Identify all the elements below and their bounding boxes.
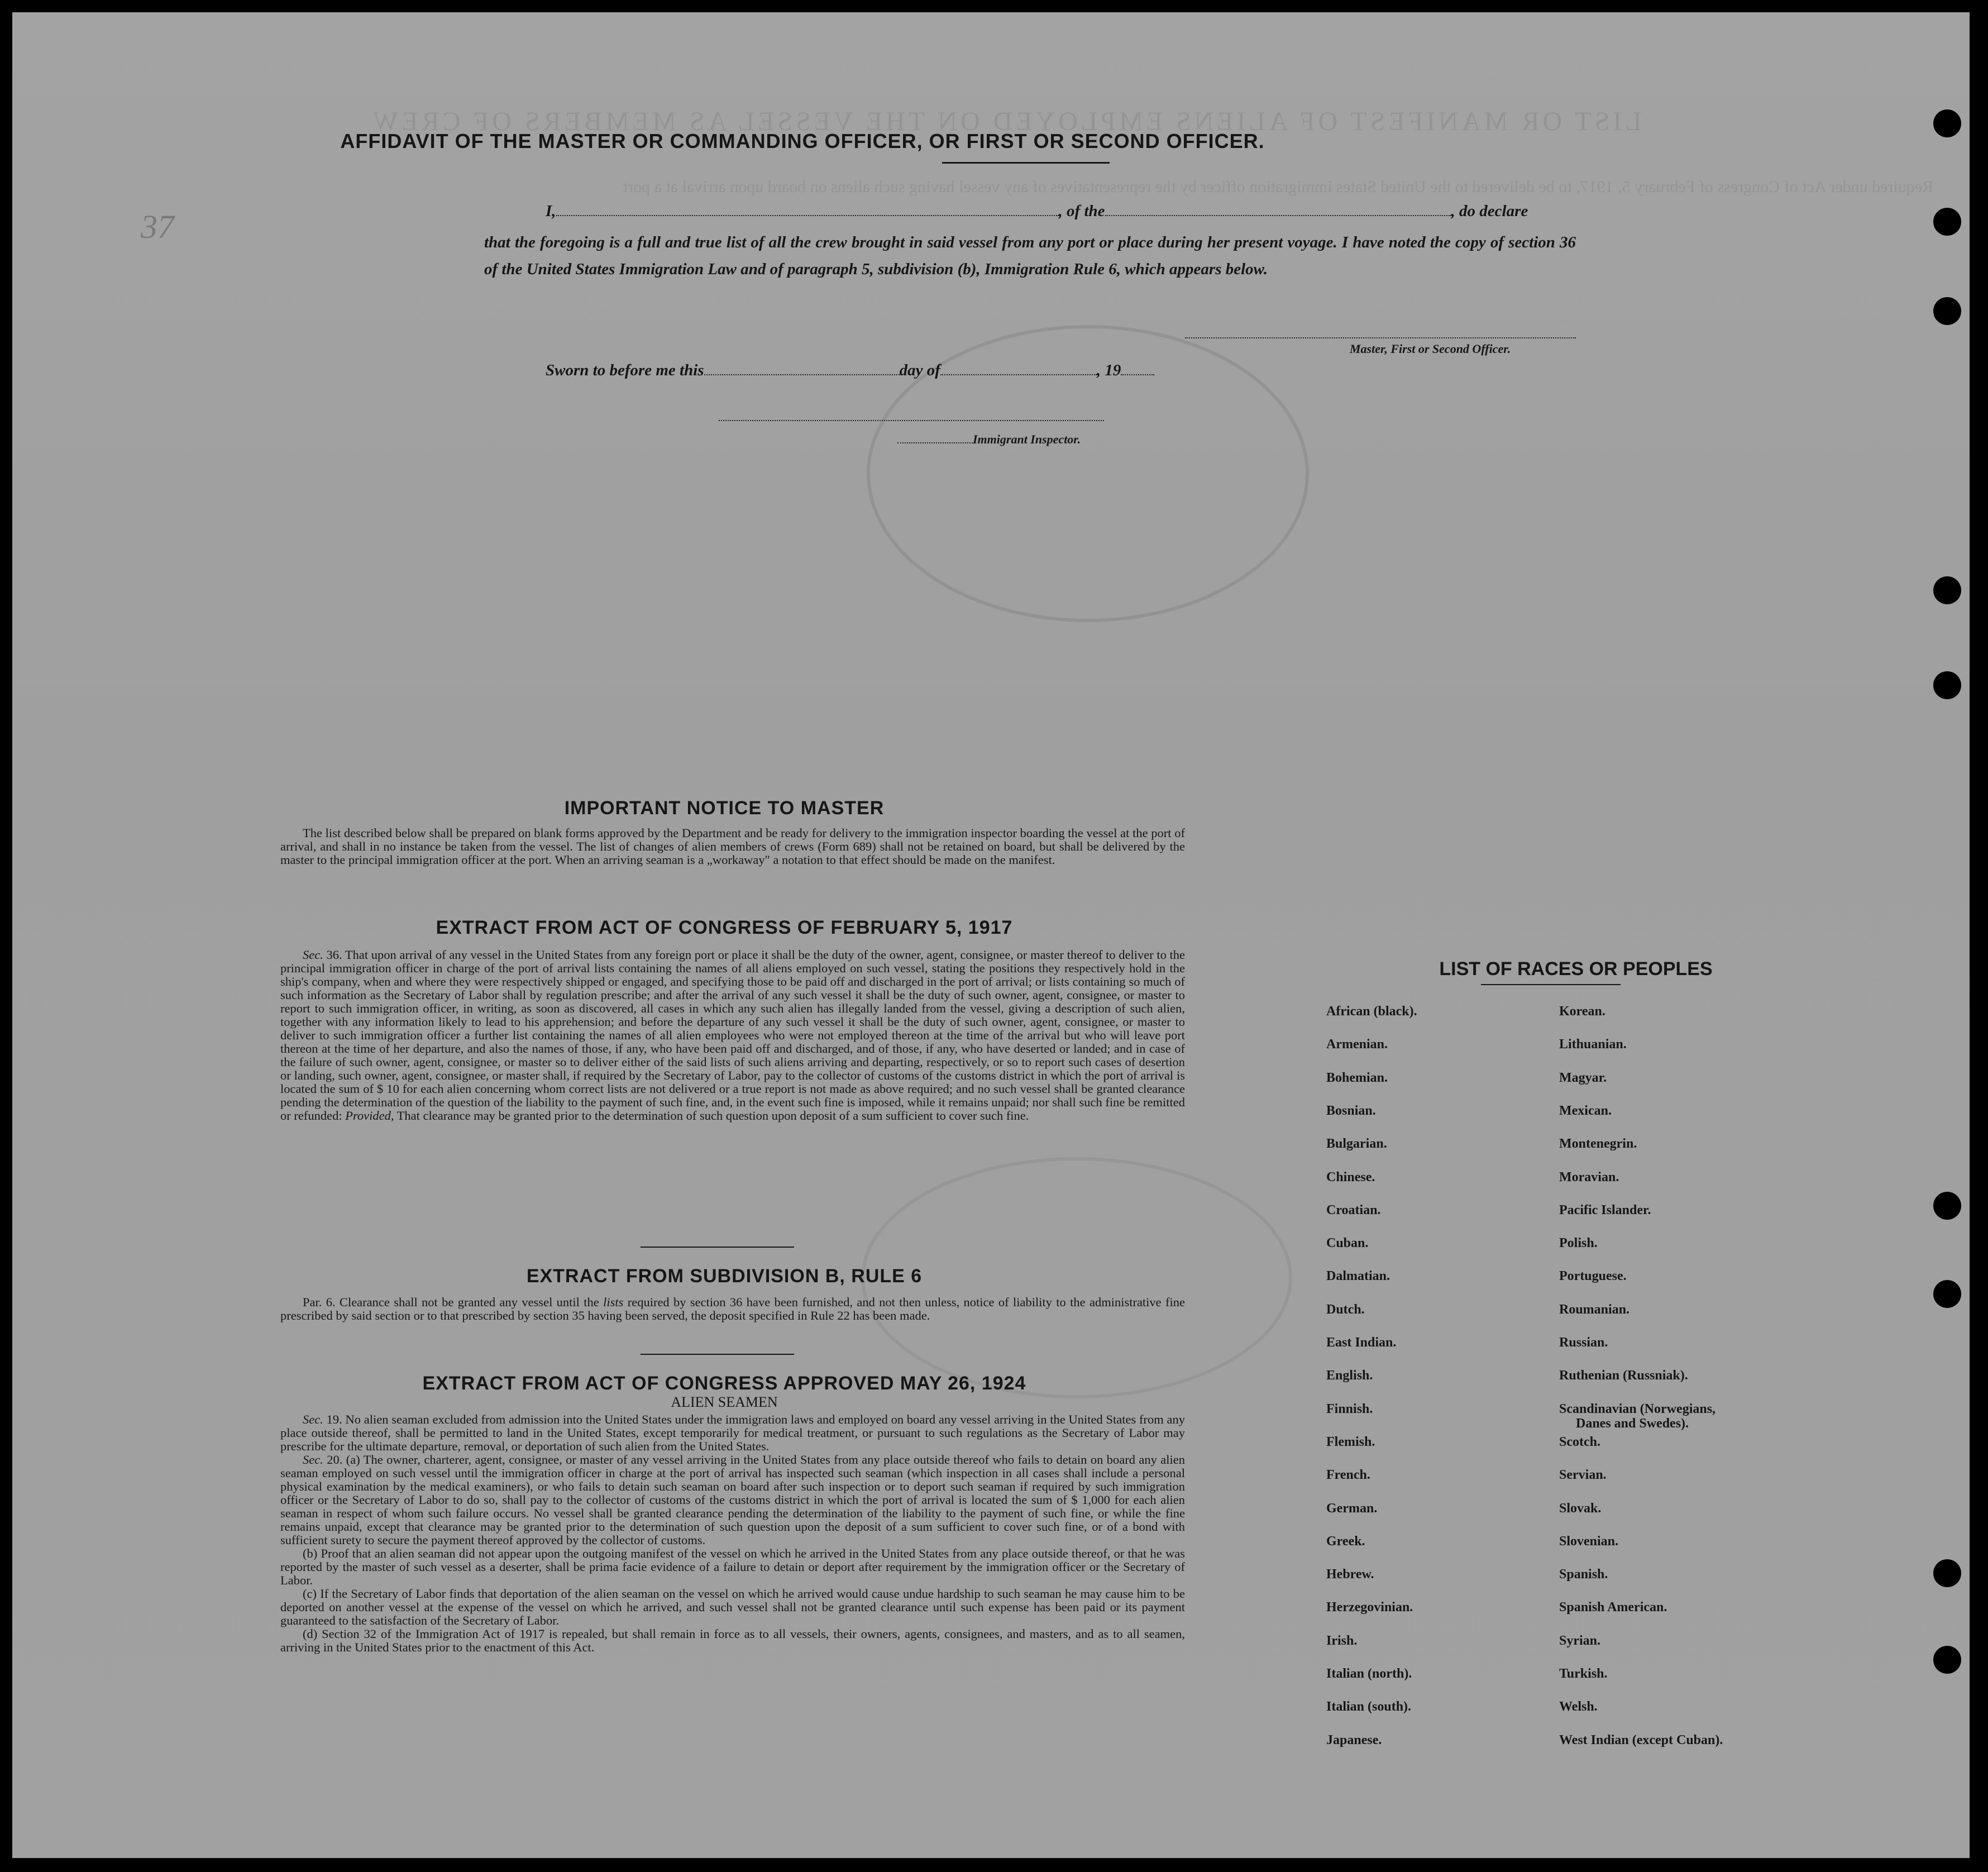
signature-line bbox=[1185, 337, 1576, 338]
divider bbox=[942, 162, 1110, 164]
race-item: Lithuanian. bbox=[1559, 1037, 1627, 1052]
punch-hole bbox=[1933, 576, 1961, 604]
do-declare-label: , do declare bbox=[1451, 202, 1528, 220]
year-label: , 19 bbox=[1096, 361, 1121, 379]
punch-hole bbox=[1933, 208, 1961, 236]
race-item: Mexican. bbox=[1559, 1104, 1612, 1118]
punch-hole bbox=[1933, 671, 1961, 699]
race-item: Servian. bbox=[1559, 1468, 1607, 1482]
race-item: Croatian. bbox=[1326, 1203, 1381, 1217]
race-item: Armenian. bbox=[1326, 1037, 1388, 1052]
race-item: Chinese. bbox=[1326, 1170, 1375, 1185]
race-item: Scotch. bbox=[1559, 1435, 1600, 1449]
race-item: Finnish. bbox=[1326, 1402, 1373, 1416]
race-item: Syrian. bbox=[1559, 1634, 1601, 1648]
notice-text: The list described below shall be prepared on blank forms approved by the Department and be ready for delivery to the immigration inspector boarding the vessel at the port of arrival, and shall in no instance be taken from the vessel. The list of changes of alien members of crews (Form 689) shall not be retained on board, but shall be delivered by the master to the principal immigration officer at the port. When an arriving seaman is a „workaway" a notation to that effect should be made on the manifest. bbox=[280, 826, 1185, 867]
divider bbox=[641, 1247, 794, 1248]
extract-1917-title: EXTRACT FROM ACT OF CONGRESS OF FEBRUARY 5, 1917 bbox=[436, 917, 1013, 938]
race-item: Hebrew. bbox=[1326, 1567, 1374, 1582]
race-item: German. bbox=[1326, 1501, 1378, 1516]
i-label: I, bbox=[546, 202, 556, 220]
race-item: Magyar. bbox=[1559, 1071, 1607, 1085]
inspector-line bbox=[897, 432, 1081, 447]
punch-hole bbox=[1933, 1646, 1961, 1674]
sec-20-text: 20. (a) The owner, charterer, agent, consignee, or master of any vessel arriving in the United States from any place outside thereof who fails to detain on board any alien seaman employed on such vessel until the immigration officer in charge at the port of arrival has inspected such seaman (which inspection in all cases shall include a personal physical examination by the medical examiners), or who fails to detain such seaman on board after such inspection or to deport such seaman if required by such immigration officer or the Secretary of Labor to do so, shall pay to the collector of customs of the customs district in which the port of arrival is located the sum of $ 1,000 for each alien seaman in respect of whom such failure occurs. No vessel shall be granted clearance pending the determination of the liability to the payment of such fine, or while the fine remains unpaid, except that clearance may be granted prior to the determination of such question upon the deposit of a sum sufficient to cover such fine, or of a bond with sufficient surety to secure the payment thereof approved by the collector of customs. bbox=[280, 1453, 1186, 1547]
par-6-text-end: required by section 36 have been furnished, and not then unless, notice of liability to the administrative fine prescribed by said section or to that prescribed by section 35 having been served, the deposit specified in Rule 22 has been made. bbox=[280, 1295, 1185, 1322]
sec-20-paragraph bbox=[280, 1453, 1185, 1547]
affidavit-body: that the foregoing is a full and true list of all the crew brought in said vessel from any port or place during her present voyage. I have noted the copy of section 36 of the United States Immigration Law and of paragraph 5, subdivision (b), Immigration Rule 6, which appears below. bbox=[484, 233, 1576, 278]
inspector-blank[interactable] bbox=[897, 432, 973, 443]
race-item: Italian (south). bbox=[1326, 1699, 1412, 1714]
bleed-through-title: LIST OR MANIFEST OF ALIENS EMPLOYED ON THE VESSEL AS MEMBERS OF CREW bbox=[370, 107, 1642, 136]
sec-20-c: (c) If the Secretary of Labor finds that deportation of the alien seaman on the vessel on which he arrived would cause undue hardship to such seaman he may cause him to be deported on another vessel at the expense of the vessel on which he arrived, and such vessel shall not be granted clearance until such expense has been paid or its payment guaranteed to the satisfaction of the Secretary of Labor. bbox=[280, 1587, 1185, 1627]
sec-20-d: (d) Section 32 of the Immigration Act of 1917 is repealed, but shall remain in force as to all vessels, their owners, agents, consignees, and masters, and as to all seamen, arriving in the United States prior to the enactment of this Act. bbox=[280, 1627, 1185, 1654]
race-item: West Indian (except Cuban). bbox=[1559, 1733, 1723, 1747]
sec-36-text: 36. That upon arrival of any vessel in the United States from any foreign port or place it shall be the duty of the owner, agent, consignee, or master thereof to deliver to the principal immigration officer in charge of the port of arrival lists containing the names of all aliens employed on such vessel, stating the positions they respectively hold in the ship's company, when and where they were respectively shipped or engaged, and specifying those to be paid off and discharged in the port of arrival; or lists containing so much of such information as the Secretary of Labor shall by regulation prescribe; and after the arrival of any such vessel it shall be the duty of such owner, agent, consignee, or master to report to such immigration officer, in writing, as soon as discovered, all cases in which any such alien has illegally landed from the vessel, giving a description of such alien, together with any information likely to lead to his apprehension; and before the departure of any such vessel it shall be the duty of such owner, agent, consignee, or master to deliver to such immigration officer a further list containing the names of all alien employees who were not employed thereon at the time of the arrival but who will leave port thereon at the time of her departure, and also the names of those, if any, who have been paid off and discharged, and of those, if any, who have deserted or landed; and in case of the failure of such owner, agent, consignee, or master so to deliver either of the said lists of such aliens arriving and departing, respectively, or so to report such cases of desertion or landing, such owner, agent, consignee, or master shall, if required by the Secretary of Labor, pay to the collector of customs of the customs district in which the port of arrival is located the sum of $ 10 for each alien concerning whom correct lists are not delivered or a true report is not made as above required; and no such vessel shall be granted clearance pending the determination of the question of the liability to the payment of such fine, and, in the event such fine is imposed, while it remains unpaid; nor shall such fine be remitted or refunded: bbox=[280, 948, 1186, 1123]
declaration-line bbox=[546, 202, 1528, 221]
month-blank[interactable] bbox=[940, 362, 1097, 375]
name-blank[interactable] bbox=[556, 203, 1059, 216]
sec-20-b: (b) Proof that an alien seaman did not appear upon the outgoing manifest of the vessel on which he arrived in the United States from any place outside thereof, or that he was reported by the master of such vessel as a deserter, shall be prima facie evidence of a failure to detain or deport after requirement by the immigration officer or the Secretary of Labor. bbox=[280, 1546, 1185, 1587]
inspector-signature-line bbox=[719, 420, 1104, 421]
alien-seamen-subtitle: ALIEN SEAMEN bbox=[671, 1394, 778, 1410]
bleed-through-required-text: Required under Act of Congress of February 5, 1917, to be delivered to the United States immigration officer by the representatives of any vessel having such aliens on board upon arrival at a port bbox=[623, 178, 1933, 196]
race-item: Italian (north). bbox=[1326, 1666, 1412, 1681]
race-item: Greek. bbox=[1326, 1534, 1365, 1549]
extract-1917-text bbox=[280, 948, 1185, 1123]
race-item: Ruthenian (Russniak). bbox=[1559, 1368, 1688, 1383]
race-item: Russian. bbox=[1559, 1335, 1608, 1350]
extract-rule6-text bbox=[280, 1296, 1185, 1322]
day-blank[interactable] bbox=[704, 362, 900, 375]
race-item: Welsh. bbox=[1559, 1699, 1598, 1714]
race-item: Dutch. bbox=[1326, 1302, 1365, 1317]
sec-19-text: 19. No alien seaman excluded from admission into the United States under the immigration laws and employed on board any vessel arriving in the United States from any place outside thereof, shall be permitted to land in the United States, except temporarily for medical treatment, or pursuant to such regulations as the Secretary of Labor may prescribe for the ultimate departure, removal, or deportation of such alien from the United States. bbox=[280, 1412, 1185, 1453]
provided-label: Provided, bbox=[345, 1109, 394, 1123]
race-item: Bosnian. bbox=[1326, 1104, 1376, 1118]
race-item: Slovenian. bbox=[1559, 1534, 1619, 1549]
races-title: LIST OF RACES OR PEOPLES bbox=[1439, 958, 1713, 980]
race-item: Pacific Islander. bbox=[1559, 1203, 1651, 1217]
sec-19-label: Sec. bbox=[303, 1412, 323, 1426]
race-item: African (black). bbox=[1326, 1004, 1417, 1019]
of-the-label: , of the bbox=[1058, 202, 1105, 220]
day-of-label: day of bbox=[899, 361, 940, 379]
extract-1924-text bbox=[280, 1413, 1185, 1654]
sec-20-label: Sec. bbox=[303, 1453, 323, 1467]
race-item: Flemish. bbox=[1326, 1435, 1375, 1449]
race-item: Spanish. bbox=[1559, 1567, 1608, 1582]
race-item: Polish. bbox=[1559, 1236, 1598, 1250]
affidavit-title: AFFIDAVIT OF THE MASTER OR COMMANDING OFFICER, OR FIRST OR SECOND OFFICER. bbox=[340, 130, 1265, 152]
lists-word: lists bbox=[603, 1295, 624, 1309]
sworn-label: Sworn to before me this bbox=[546, 361, 704, 379]
race-item: Slovak. bbox=[1559, 1501, 1602, 1516]
race-item: English. bbox=[1326, 1368, 1373, 1383]
sworn-line bbox=[546, 361, 1154, 380]
race-item: French. bbox=[1326, 1468, 1370, 1482]
race-item: Bulgarian. bbox=[1326, 1136, 1387, 1151]
race-item: Dalmatian. bbox=[1326, 1269, 1390, 1283]
punch-hole bbox=[1933, 109, 1961, 137]
race-item: East Indian. bbox=[1326, 1335, 1397, 1350]
punch-hole bbox=[1933, 1280, 1961, 1308]
extract-1924-title: EXTRACT FROM ACT OF CONGRESS APPROVED MAY 26, 1924 bbox=[422, 1373, 1026, 1394]
race-item: Korean. bbox=[1559, 1004, 1605, 1019]
punch-hole bbox=[1933, 1192, 1961, 1220]
punch-hole bbox=[1933, 297, 1961, 325]
vessel-blank[interactable] bbox=[1105, 203, 1451, 216]
sec-36-text-end: That clearance may be granted prior to the determination of such question upon deposit of a sum sufficient to cover such fine. bbox=[396, 1109, 1029, 1123]
race-item: Turkish. bbox=[1559, 1666, 1608, 1681]
year-blank[interactable] bbox=[1121, 362, 1154, 375]
race-item: Roumanian. bbox=[1559, 1302, 1630, 1317]
divider bbox=[641, 1354, 794, 1355]
divider bbox=[1481, 984, 1621, 985]
inspector-label: Immigrant Inspector. bbox=[973, 432, 1081, 446]
race-item-continuation: Danes and Swedes). bbox=[1576, 1416, 1689, 1431]
race-item: Portuguese. bbox=[1559, 1269, 1627, 1283]
punch-hole bbox=[1933, 1559, 1961, 1587]
race-item: Herzegovinian. bbox=[1326, 1600, 1413, 1615]
race-item: Cuban. bbox=[1326, 1236, 1369, 1250]
race-item: Bohemian. bbox=[1326, 1071, 1388, 1085]
race-item: Montenegrin. bbox=[1559, 1136, 1637, 1151]
extract-rule6-title: EXTRACT FROM SUBDIVISION B, RULE 6 bbox=[526, 1265, 923, 1287]
sec-label: Sec. bbox=[303, 948, 323, 962]
par-6-text: Par. 6. Clearance shall not be granted any vessel until the bbox=[303, 1295, 599, 1309]
race-item: Scandinavian (Norwegians, bbox=[1559, 1402, 1716, 1416]
document-page bbox=[12, 12, 1970, 1858]
race-item: Spanish American. bbox=[1559, 1600, 1667, 1615]
signature-label: Master, First or Second Officer. bbox=[1350, 342, 1511, 356]
sec-19-paragraph bbox=[280, 1413, 1185, 1453]
bleed-through-number: 37 bbox=[141, 208, 174, 245]
race-item: Japanese. bbox=[1326, 1733, 1382, 1747]
race-item: Moravian. bbox=[1559, 1170, 1619, 1185]
race-item: Irish. bbox=[1326, 1634, 1358, 1648]
notice-title: IMPORTANT NOTICE TO MASTER bbox=[564, 797, 885, 819]
